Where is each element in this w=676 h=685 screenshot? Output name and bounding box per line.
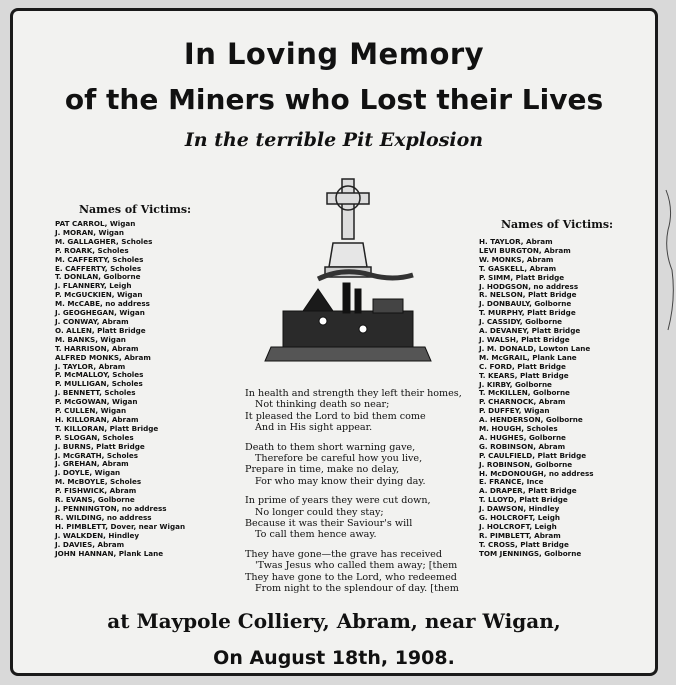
victim-name: H. TAYLOR, Abram <box>479 237 553 246</box>
victim-name: T. KEARS, Platt Bridge <box>479 370 569 380</box>
victim-name: M. BANKS, Wigan <box>55 334 126 344</box>
victim-name: PAT CARROL, Wigan <box>55 219 136 228</box>
victim-name: R. NELSON, Platt Bridge <box>479 290 577 300</box>
celtic-cross-icon <box>325 179 371 277</box>
victim-name: C. FORD, Platt Bridge <box>479 361 566 371</box>
victim-name: J. WALKDEN, Hindley <box>55 530 140 540</box>
victim-name: J. McGRATH, Scholes <box>55 450 139 460</box>
victim-name: ALFRED MONKS, Abram <box>55 352 151 362</box>
victim-name: A. DRAPER, Platt Bridge <box>479 486 577 496</box>
poem-line: For who may know their dying day. <box>255 475 426 487</box>
victim-name: E. CAFFERTY, Scholes <box>55 263 142 273</box>
victim-name: G. HOLCROFT, Leigh <box>479 513 560 523</box>
victim-name: J. MORAN, Wigan <box>55 227 125 237</box>
colliery-headframe-icon <box>265 272 431 361</box>
footer-date: On August 18th, 1908. <box>213 647 455 669</box>
poem-line: Prepare in time, make no delay, <box>245 464 400 476</box>
poem-stanza <box>245 549 485 595</box>
victim-name: M. McCABE, no address <box>55 299 150 309</box>
poem-stanza <box>245 388 485 434</box>
victim-name: T. HARRISON, Abram <box>55 343 139 353</box>
poem-line: To call them hence away. <box>255 529 377 541</box>
poem-line: Because it was their Saviour's will <box>245 518 413 530</box>
victim-name: J. WALSH, Platt Bridge <box>479 334 570 344</box>
poem-line: Therefore be careful how you live, <box>255 453 423 465</box>
poem-line: From night to the splendour of day. [them <box>255 583 459 595</box>
victim-name: P. DUFFEY, Wigan <box>479 406 550 416</box>
poem-line: In prime of years they were cut down, <box>245 495 431 507</box>
victim-name: J. BURNS, Platt Bridge <box>55 441 145 451</box>
title-line-2: of the Miners who Lost their Lives <box>64 83 604 116</box>
victim-name: W. MONKS, Abram <box>479 254 554 264</box>
victim-name: T. DONLAN, Golborne <box>55 272 141 282</box>
victims-list-left <box>55 220 185 558</box>
victim-name: J. CONWAY, Abram <box>55 316 129 326</box>
poem-line: Not thinking death so near; <box>255 399 390 411</box>
victim-name: T. MURPHY, Platt Bridge <box>479 308 576 318</box>
footer-location: at Maypole Colliery, Abram, near Wigan, <box>107 609 561 633</box>
victim-name: H. KILLORAN, Abram <box>55 414 139 424</box>
title-line-1: In Loving Memory <box>183 37 485 71</box>
poem-stanza <box>245 495 485 541</box>
victim-name: T. LLOYD, Platt Bridge <box>479 495 568 505</box>
victim-name: J. TAYLOR, Abram <box>55 361 126 371</box>
victim-name: J. M. DONALD, Lowton Lane <box>479 343 591 353</box>
victim-name: R. WILDING, no address <box>55 512 152 522</box>
memorial-poem <box>245 388 485 603</box>
victim-name: P. SIMM, Platt Bridge <box>479 272 565 282</box>
victim-name: P. CULLEN, Wigan <box>55 406 127 416</box>
victim-name: J. GREHAN, Abram <box>55 459 129 469</box>
victim-name: P. McMALLOY, Scholes <box>55 370 144 380</box>
poem-line: 'Twas Jesus who called them away; [them <box>255 560 458 572</box>
victim-name: T. McKILLEN, Golborne <box>479 388 570 398</box>
victim-name: R. EVANS, Golborne <box>55 495 135 505</box>
victim-name: P. McGOWAN, Wigan <box>55 397 138 407</box>
victim-name: J. FLANNERY, Leigh <box>55 281 132 291</box>
victim-name: J. HODGSON, no address <box>479 281 579 291</box>
poem-line: No longer could they stay; <box>255 506 384 518</box>
victim-name: P. McGUCKIEN, Wigan <box>55 290 143 300</box>
victim-name: J. DONBAULY, Golborne <box>479 299 572 309</box>
victim-name: M. CAFFERTY, Scholes <box>55 254 144 264</box>
victim-name: A. HUGHES, Golborne <box>479 432 566 442</box>
victim-name: E. FRANCE, Ince <box>479 477 544 487</box>
victim-name: J. DOYLE, Wigan <box>55 468 121 478</box>
victim-name: M. HOUGH, Scholes <box>479 424 558 434</box>
victim-name: TOM JENNINGS, Golborne <box>479 548 582 558</box>
victim-name: O. ALLEN, Platt Bridge <box>55 325 146 335</box>
memorial-card <box>10 8 658 676</box>
victim-name: J. DAVIES, Abram <box>55 539 125 549</box>
poem-line: They have gone—the grave has received <box>245 548 442 560</box>
victim-name: R. PIMBLETT, Abram <box>479 530 561 540</box>
victim-name: J. HOLCROFT, Leigh <box>479 522 557 531</box>
title-line-3: In the terrible Pit Explosion <box>184 129 484 151</box>
victim-name: G. ROBINSON, Abram <box>479 441 566 451</box>
victim-name: H. McDONOUGH, no address <box>479 468 594 478</box>
victim-name: M. McBOYLE, Scholes <box>55 477 142 487</box>
victims-heading-right: Names of Victims: <box>501 218 614 231</box>
poem-line: Death to them short warning gave, <box>245 441 416 453</box>
victim-name: LEVI BURGTON, Abram <box>479 245 571 255</box>
victim-name: M. McGRAIL, Plank Lane <box>479 352 577 362</box>
victim-name: T. GASKELL, Abram <box>479 263 557 273</box>
victim-name: A. HENDERSON, Golborne <box>479 415 583 425</box>
poem-stanza <box>245 442 485 488</box>
victim-name: H. PIMBLETT, Dover, near Wigan <box>55 521 186 531</box>
victim-name: M. GALLAGHER, Scholes <box>55 236 153 246</box>
victim-name: JOHN HANNAN, Plank Lane <box>55 548 164 558</box>
victim-name: T. CROSS, Platt Bridge <box>479 539 569 549</box>
victim-name: A. DEVANEY, Platt Bridge <box>479 326 581 336</box>
victims-list-right <box>479 238 594 559</box>
memorial-illustration <box>263 171 433 389</box>
page-edge-decoration <box>664 180 676 400</box>
victim-name: T. KILLORAN, Platt Bridge <box>55 423 159 433</box>
victim-name: P. CAULFIELD, Platt Bridge <box>479 450 587 460</box>
victim-name: P. SLOGAN, Scholes <box>55 432 134 442</box>
victim-name: P. ROARK, Scholes <box>55 245 129 255</box>
victim-name: J. PENNINGTON, no address <box>55 504 167 513</box>
victim-name: P. FISHWICK, Abram <box>55 486 137 496</box>
victims-heading-left: Names of Victims: <box>79 203 192 216</box>
victim-name: J. GEOGHEGAN, Wigan <box>55 308 145 318</box>
poem-line: In health and strength they left their homes, <box>245 388 462 399</box>
victim-name: J. BENNETT, Scholes <box>55 388 136 398</box>
victim-name: J. ROBINSON, Golborne <box>479 459 573 469</box>
victim-name: J. KIRBY, Golborne <box>479 379 552 389</box>
poem-line: It pleased the Lord to bid them come <box>245 410 426 422</box>
poem-line: And in His sight appear. <box>255 422 373 434</box>
victim-name: P. MULLIGAN, Scholes <box>55 379 143 389</box>
victim-name: J. CASSIDY, Golborne <box>479 317 563 327</box>
poem-line: They have gone to the Lord, who redeemed <box>245 571 457 583</box>
victim-name: J. DAWSON, Hindley <box>479 504 560 514</box>
victim-name: P. CHARNOCK, Abram <box>479 397 566 407</box>
